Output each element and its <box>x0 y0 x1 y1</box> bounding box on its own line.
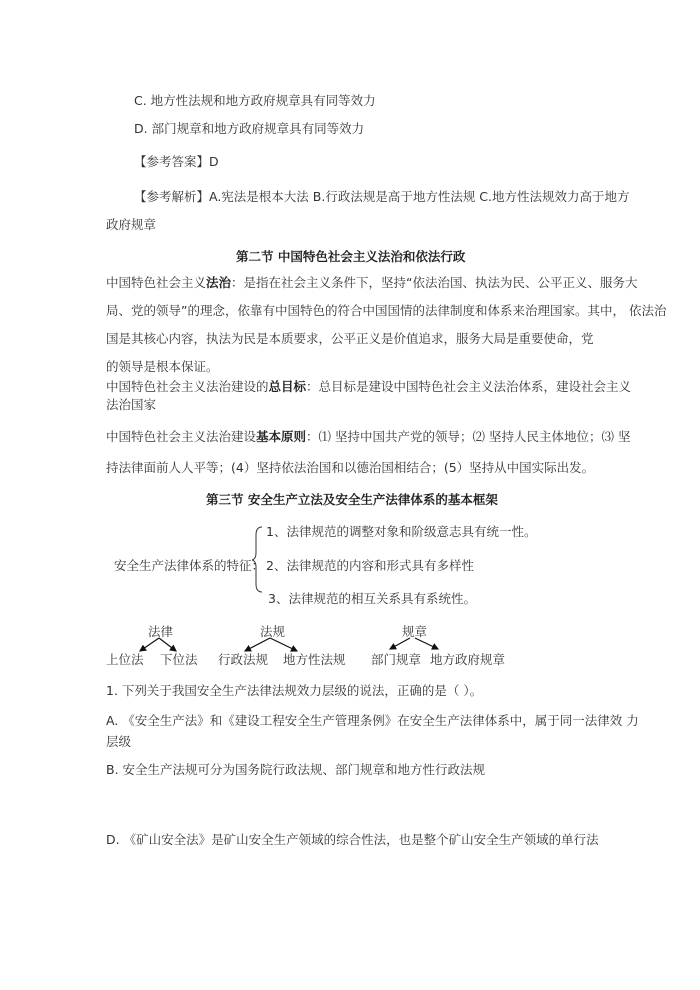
reference-analysis-cont: 政府规章 <box>106 217 157 232</box>
tree-root: 规章 <box>402 624 428 639</box>
definition-line: 国是其核心内容，执法为民是本质要求，公平正义是价值追求，服务大局是重要使命，党 <box>106 331 594 346</box>
arrow <box>245 638 270 651</box>
term: 法治 <box>206 275 232 290</box>
brace <box>252 527 262 592</box>
option-d: D. 《矿山安全法》是矿山安全生产领域的综合性法，也是整个矿山安全生产领域的单行法 <box>106 832 599 847</box>
principles-line: 持法律面前人人平等；(4）坚持依法治国和以德治国相结合；(5）坚持从中国实际出发。 <box>106 460 595 475</box>
tree-child: 地方性法规 <box>283 652 346 667</box>
text: 中国特色社会主义法治建设 <box>106 429 257 444</box>
option-d: D. 部门规章和地方政府规章具有同等效力 <box>134 121 365 136</box>
tree-root: 法律 <box>148 624 174 639</box>
section3-title: 第三节 安全生产立法及安全生产法律体系的基本框架 <box>206 492 498 507</box>
text: ：总目标是建设中国特色社会主义法治体系，建设社会主义 <box>306 379 632 394</box>
tree-child: 下位法 <box>160 652 198 667</box>
option-a: A. 《安全生产法》和《建设工程安全生产管理条例》在安全生产法律体系中，属于同一法律效 力 <box>106 713 639 728</box>
tree-child: 部门规章 <box>371 652 422 667</box>
question-stem: 1. 下列关于我国安全生产法律法规效力层级的说法，正确的是（ ）。 <box>106 683 483 698</box>
tree-child: 行政法规 <box>218 652 269 667</box>
text: ：是指在社会主义条件下，坚持“依法治国、执法为民、公平正义、服务大 <box>231 275 638 290</box>
features-label: 安全生产法律体系的特征： <box>114 558 265 573</box>
term: 总目标 <box>268 379 307 394</box>
tree-root: 法规 <box>260 624 286 639</box>
goal-line: 法治国家 <box>106 397 157 412</box>
section2-title: 第二节 中国特色社会主义法治和依法行政 <box>236 249 466 264</box>
tree-child: 地方政府规章 <box>430 652 506 667</box>
feature-item: 3、法律规范的相互关系具有系统性。 <box>268 591 476 606</box>
feature-item: 2、法律规范的内容和形式具有多样性 <box>266 558 474 573</box>
term: 基本原则 <box>256 429 307 444</box>
text: 中国特色社会主义 <box>106 275 207 290</box>
arrow <box>270 638 297 651</box>
arrow <box>415 638 438 649</box>
option-a-cont: 层级 <box>106 734 132 749</box>
option-c: C. 地方性法规和地方政府规章具有同等效力 <box>134 93 376 108</box>
tree-child: 上位法 <box>106 652 144 667</box>
definition-line: 局、党的领导”的理念，依靠有中国特色的符合中国国情的法律制度和体系来治理国家。其中， 依法治 <box>106 303 667 318</box>
feature-item: 1、法律规范的调整对象和阶级意志具有统一性。 <box>266 524 537 539</box>
reference-answer: 【参考答案】D <box>134 154 219 169</box>
arrow <box>159 638 176 651</box>
text: 中国特色社会主义法治建设的 <box>106 379 269 394</box>
reference-analysis: 【参考解析】A.宪法是根本大法 B.行政法规是高于地方性法规 C.地方性法规效力高于地方 <box>134 189 630 204</box>
option-b: B. 安全生产法规可分为国务院行政法规、部门规章和地方性行政法规 <box>106 762 486 777</box>
text: ：⑴ 坚持中国共产党的领导；⑵ 坚持人民主体地位；⑶ 坚 <box>306 429 631 444</box>
definition-line: 的领导是根本保证。 <box>106 359 219 374</box>
arrow <box>140 638 159 651</box>
arrow <box>390 638 410 649</box>
